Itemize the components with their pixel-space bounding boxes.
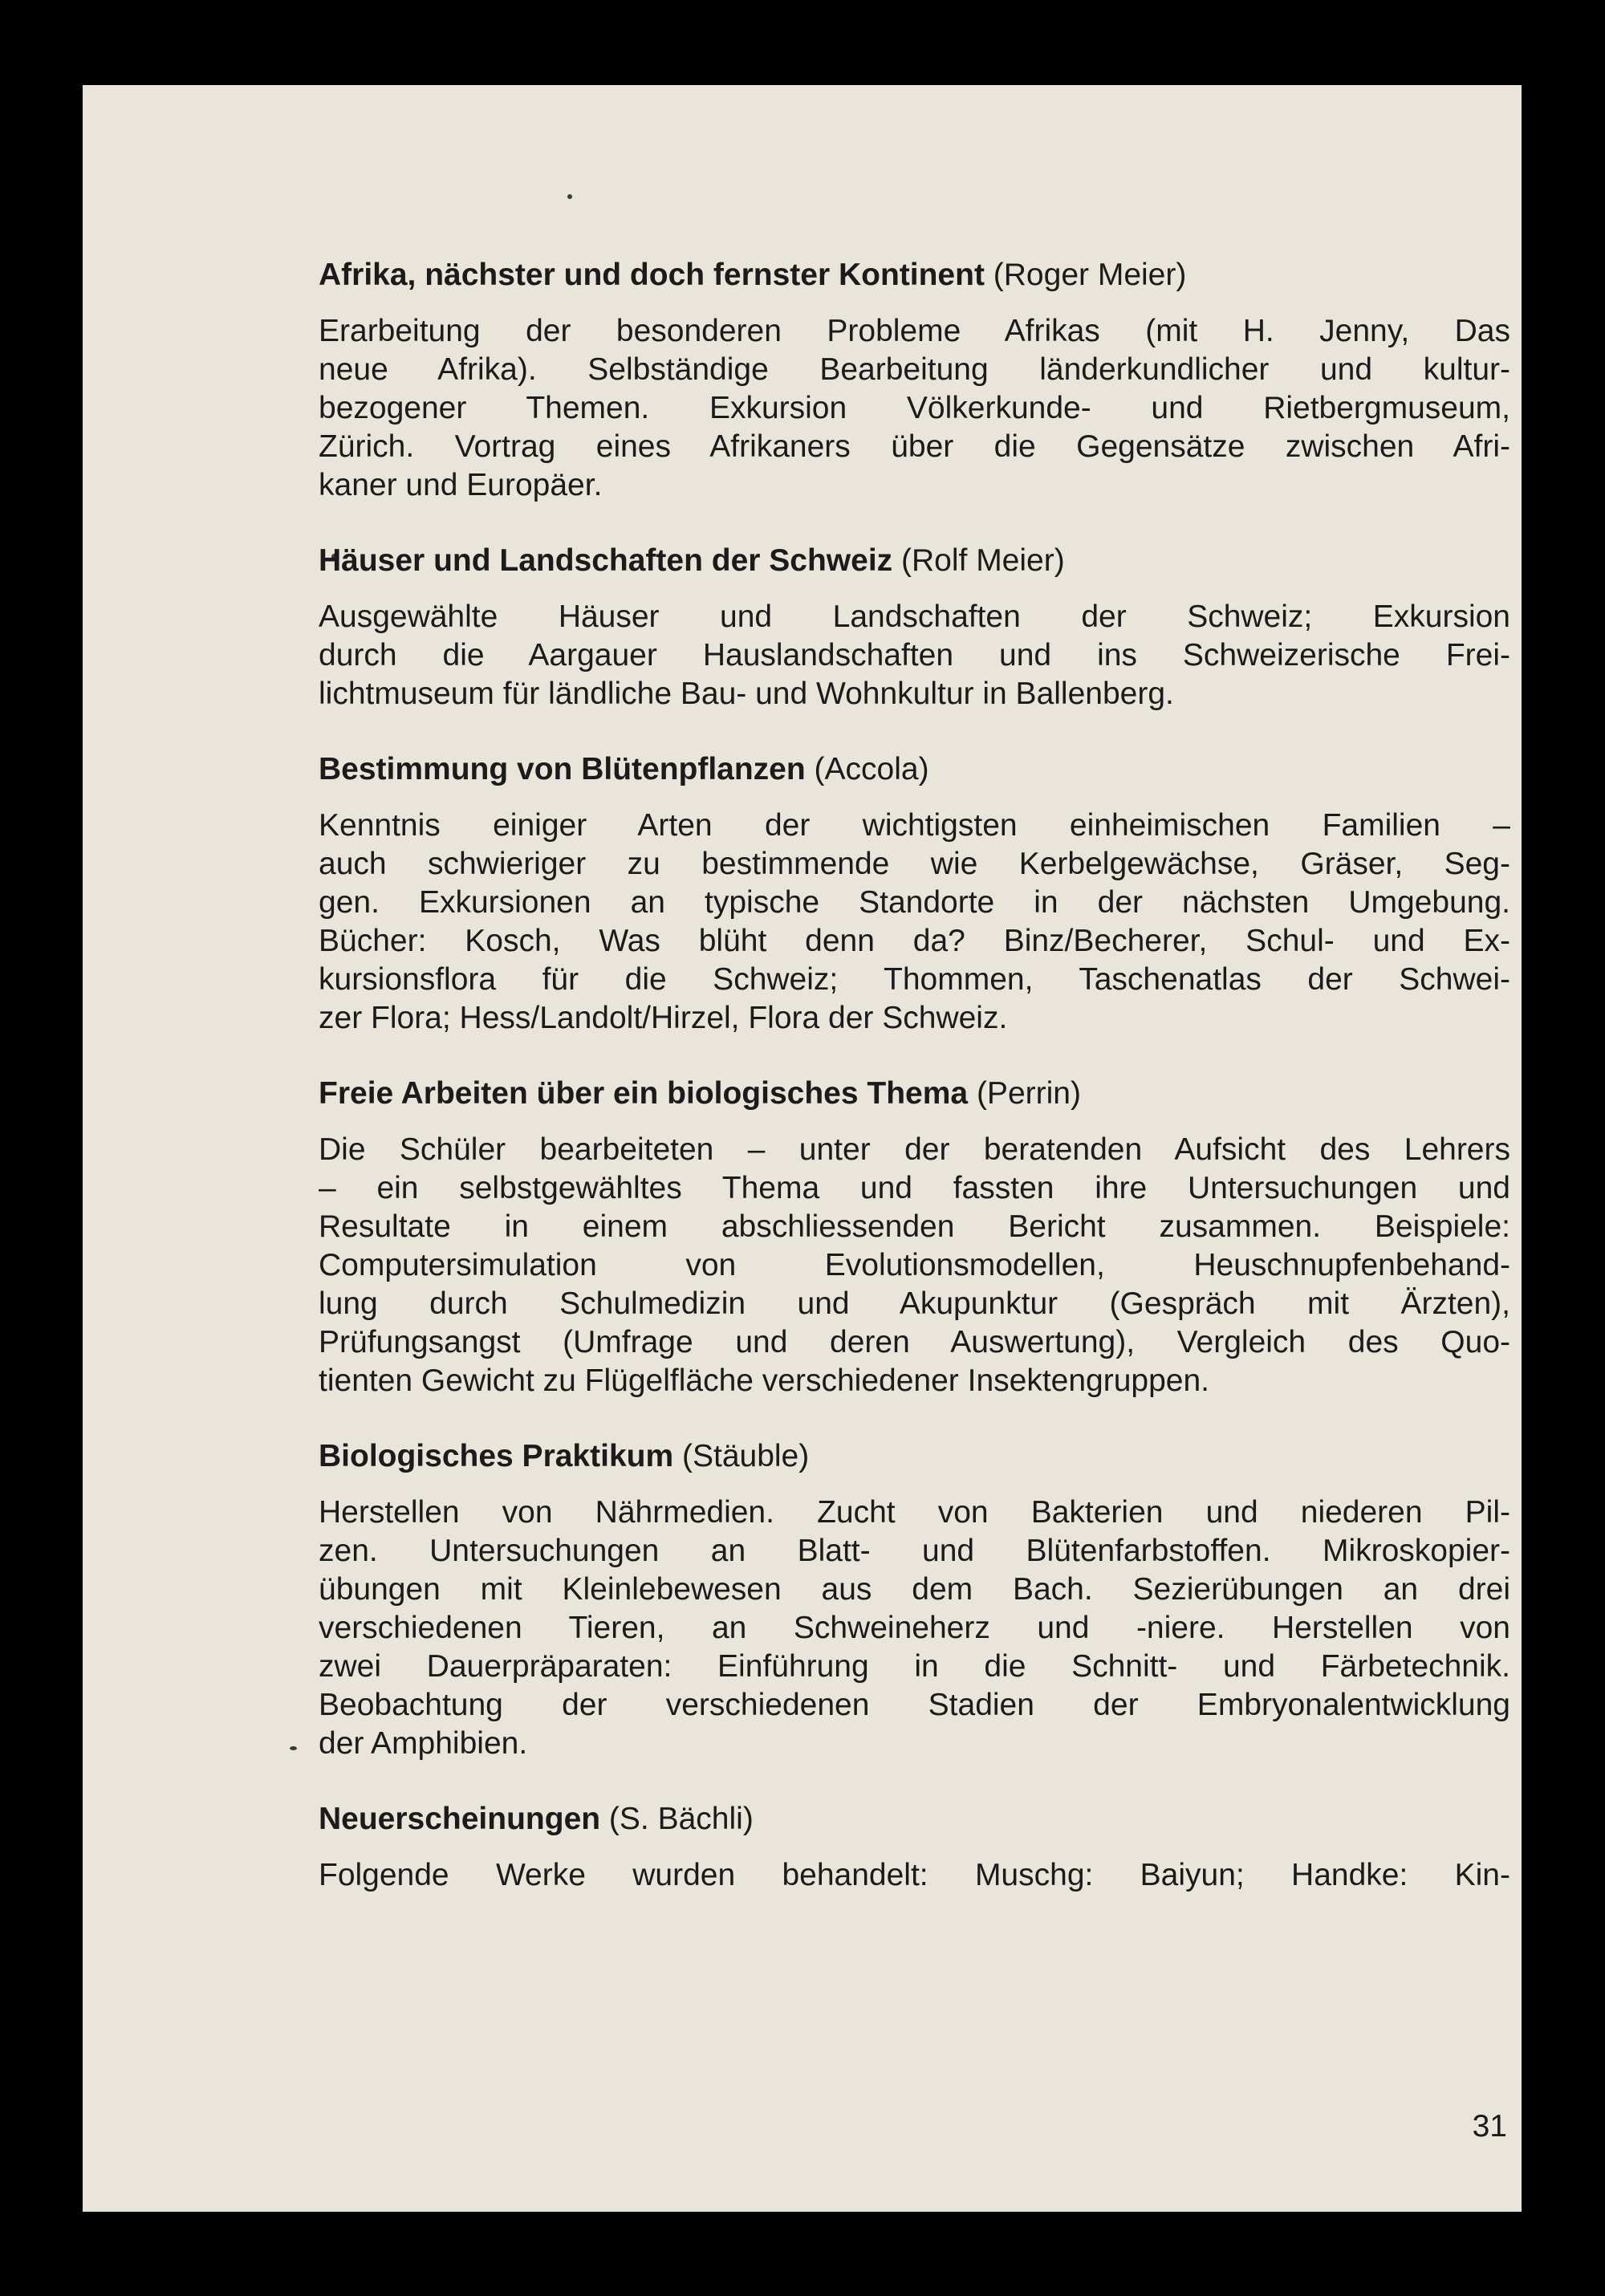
section-body — [319, 807, 1510, 1038]
section-heading — [319, 542, 1510, 580]
section-title: Freie Arbeiten über ein biologisches Thema — [319, 1076, 969, 1111]
section-title: Neuerscheinungen — [319, 1802, 601, 1836]
scan-speck — [567, 194, 572, 199]
section-body — [319, 312, 1510, 505]
section-title: Biologisches Praktikum — [319, 1439, 674, 1473]
body-line: Die Schüler bearbeiteten – unter der beratenden Aufsicht des Lehrers — [319, 1132, 1510, 1167]
body-line: verschiedenen Tieren, an Schweineherz und -niere. Herstellen von — [319, 1611, 1510, 1645]
body-line: Beobachtung der verschiedenen Stadien der Embryonalentwicklung — [319, 1688, 1510, 1722]
section-neuerscheinungen — [319, 1800, 1510, 1895]
section-heading — [319, 256, 1510, 295]
body-line: auch schwieriger zu bestimmende wie Kerbelgewächse, Gräser, Seg- — [319, 847, 1510, 881]
body-line: tienten Gewicht zu Flügelfläche verschiedener Insektengruppen. — [319, 1363, 1209, 1398]
section-author: (S. Bächli) — [608, 1802, 754, 1836]
body-line: neue Afrika). Selbständige Bearbeitung länderkundlicher und kultur- — [319, 352, 1510, 387]
section-body — [319, 1856, 1510, 1895]
section-heading — [319, 1437, 1510, 1476]
section-freie-arbeiten — [319, 1075, 1510, 1400]
body-line: lichtmuseum für ländliche Bau- und Wohnkultur in Ballenberg. — [319, 677, 1174, 711]
body-line: übungen mit Kleinlebewesen aus dem Bach. Sezierübungen an drei — [319, 1572, 1510, 1607]
body-line: durch die Aargauer Hauslandschaften und ins Schweizerische Frei- — [319, 638, 1510, 673]
section-author: (Roger Meier) — [993, 258, 1187, 292]
body-line: kursionsflora für die Schweiz; Thommen, Taschenatlas der Schwei- — [319, 962, 1510, 997]
body-line: zer Flora; Hess/Landolt/Hirzel, Flora der Schweiz. — [319, 1001, 1008, 1035]
section-heading — [319, 1800, 1510, 1839]
body-line: Computersimulation von Evolutionsmodellen, Heuschnupfenbehand- — [319, 1248, 1510, 1282]
section-heading — [319, 1075, 1510, 1113]
body-line: Zürich. Vortrag eines Afrikaners über die Gegensätze zwischen Afri- — [319, 429, 1510, 464]
body-line: der Amphibien. — [319, 1726, 528, 1761]
section-author: (Accola) — [814, 752, 929, 786]
section-body — [319, 1131, 1510, 1400]
section-praktikum — [319, 1437, 1510, 1763]
body-line: Kenntnis einiger Arten der wichtigsten einheimischen Familien – — [319, 808, 1510, 843]
section-title: Häuser und Landschaften der Schweiz — [319, 543, 893, 578]
body-line: Resultate in einem abschliessenden Bericht zusammen. Beispiele: — [319, 1209, 1510, 1244]
section-bluetenpflanzen — [319, 750, 1510, 1038]
body-line: Herstellen von Nährmedien. Zucht von Bakterien und niederen Pil- — [319, 1495, 1510, 1530]
section-body — [319, 598, 1510, 713]
body-line: zwei Dauerpräparaten: Einführung in die Schnitt- und Färbetechnik. — [319, 1649, 1510, 1684]
section-body — [319, 1493, 1510, 1763]
section-author: (Stäuble) — [681, 1439, 810, 1473]
body-line: Folgende Werke wurden behandelt: Muschg: Baiyun; Handke: Kin- — [319, 1858, 1510, 1892]
section-haeuser — [319, 542, 1510, 713]
body-line: Ausgewählte Häuser und Landschaften der Schweiz; Exkursion — [319, 599, 1510, 634]
section-author: (Perrin) — [976, 1076, 1081, 1111]
body-line: gen. Exkursionen an typische Standorte in der nächsten Umgebung. — [319, 885, 1510, 920]
body-line: Bücher: Kosch, Was blüht denn da? Binz/Becherer, Schul- und Ex- — [319, 924, 1510, 958]
section-title: Afrika, nächster und doch fernster Kontinent — [319, 258, 985, 292]
body-line: – ein selbstgewähltes Thema und fassten ihre Untersuchungen und — [319, 1171, 1510, 1205]
page-number: 31 — [1472, 2109, 1507, 2144]
section-afrika — [319, 256, 1510, 505]
body-line: kaner und Europäer. — [319, 468, 603, 502]
body-line: Erarbeitung der besonderen Probleme Afrikas (mit H. Jenny, Das — [319, 314, 1510, 348]
body-line: bezogener Themen. Exkursion Völkerkunde- und Rietbergmuseum, — [319, 391, 1510, 425]
section-author: (Rolf Meier) — [901, 543, 1065, 578]
section-title: Bestimmung von Blütenpflanzen — [319, 752, 806, 786]
section-heading — [319, 750, 1510, 789]
scan-speck — [290, 1746, 297, 1750]
document-page — [83, 85, 1522, 2212]
body-line: zen. Untersuchungen an Blatt- und Blütenfarbstoffen. Mikroskopier- — [319, 1534, 1510, 1568]
body-line: Prüfungsangst (Umfrage und deren Auswertung), Vergleich des Quo- — [319, 1325, 1510, 1359]
document-content — [319, 256, 1510, 1895]
body-line: lung durch Schulmedizin und Akupunktur (Gespräch mit Ärzten), — [319, 1286, 1510, 1321]
